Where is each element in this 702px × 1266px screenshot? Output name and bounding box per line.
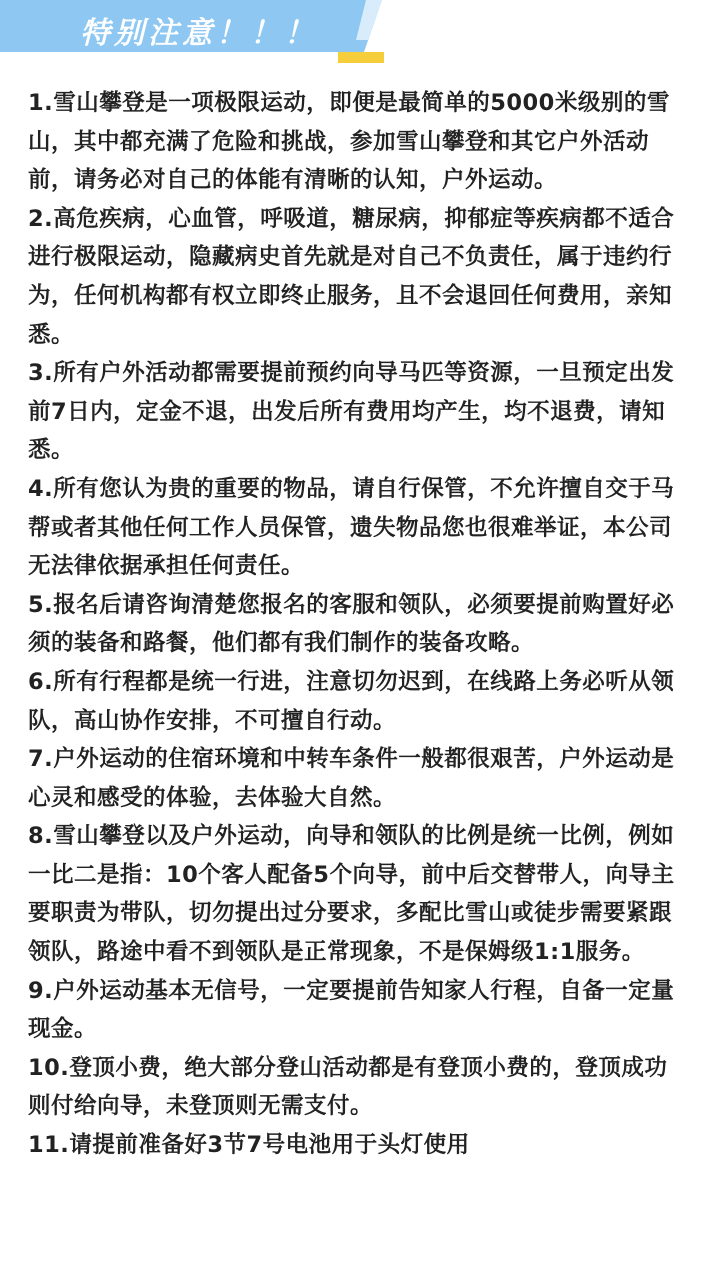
notice-item-10: 10.登顶小费，绝大部分登山活动都是有登顶小费的，登顶成功则付给向导，未登顶则无需支付。	[28, 1054, 668, 1120]
notice-item-9: 9.户外运动基本无信号，一定要提前告知家人行程，自备一定量现金。	[28, 977, 675, 1043]
page-title: 特别注意！！！	[80, 16, 318, 51]
notice-item-2: 2.高危疾病，心血管，呼吸道，糖尿病，抑郁症等疾病都不适合进行极限运动，隐藏病史首先就是对自己不负责任，属于违约行为，任何机构都有权立即终止服务，且不会退回任何费用，亲知悉。	[28, 205, 675, 348]
notice-item-3: 3.所有户外活动都需要提前预约向导马匹等资源，一旦预定出发前7日内，定金不退，出发后所有费用均产生，均不退费，请知悉。	[28, 360, 675, 464]
notice-item-7: 7.户外运动的住宿环境和中转车条件一般都很艰苦，户外运动是心灵和感受的体验，去体验大自然。	[28, 746, 675, 811]
banner-accent-bar	[338, 52, 384, 63]
title-banner	[0, 0, 400, 66]
notice-item-4: 4.所有您认为贵的重要的物品，请自行保管，不允许擅自交于马帮或者其他任何工作人员保管，遗失物品您也很难举证，本公司无法律依据承担任何责任。	[28, 475, 675, 580]
notice-item-6: 6.所有行程都是统一行进，注意切勿迟到，在线路上务必听从领队，高山协作安排，不可擅自行动。	[28, 668, 675, 734]
notice-item-8: 8.雪山攀登以及户外运动，向导和领队的比例是统一比例，例如一比二是指：10个客人配备5个向导，前中后交替带人，向导主要职责为带队，切勿提出过分要求，多配比雪山或徒步需要紧跟领队，路途中看不到领队是正常现象，不是保姆级1:1服务。	[28, 823, 675, 966]
notice-item-5: 5.报名后请咨询清楚您报名的客服和领队，必须要提前购置好必须的装备和路餐，他们都有我们制作的装备攻略。	[28, 591, 675, 657]
notice-list	[28, 84, 683, 1165]
notice-item-11: 11.请提前准备好3节7号电池用于头灯使用	[28, 1132, 470, 1159]
notice-item-1: 1.雪山攀登是一项极限运动，即便是最简单的5000米级别的雪山，其中都充满了危险和挑战，参加雪山攀登和其它户外活动前，请务必对自己的体能有清晰的认知，户外运动。	[28, 90, 670, 194]
